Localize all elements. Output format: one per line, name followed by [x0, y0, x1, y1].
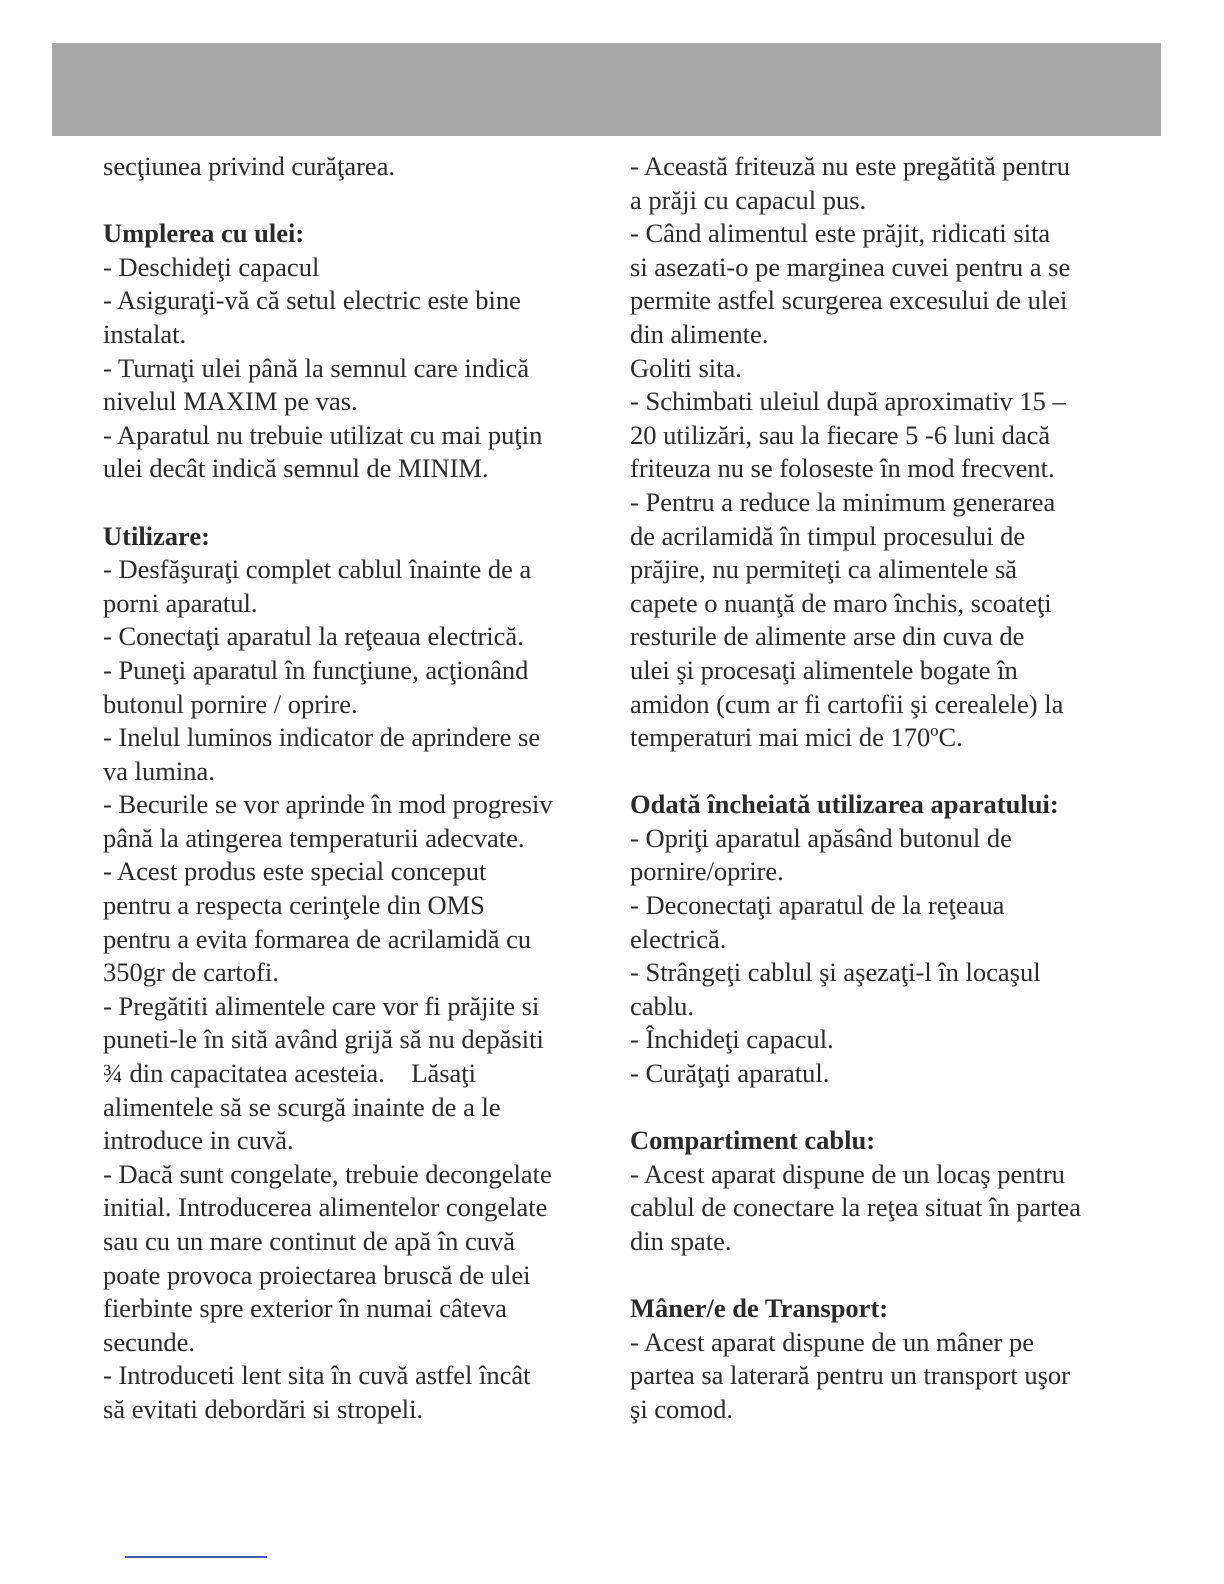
spacer	[103, 486, 593, 520]
text-line: electrică.	[630, 923, 727, 954]
text-line: si asezati-o pe marginea cuvei pentru a se	[630, 251, 1071, 282]
text-line: - Pentru a reduce la minimum generarea	[630, 486, 1056, 517]
text-line: - Acest aparat dispune de un locaş pentru	[630, 1158, 1065, 1189]
text-line: fierbinte spre exterior în numai câteva	[103, 1293, 507, 1324]
text-line: - Închideţi capacul.	[630, 1024, 834, 1055]
header-band	[52, 43, 1161, 136]
text-line: va lumina.	[103, 755, 215, 786]
text-line: pentru a evita formarea de acrilamidă cu	[103, 923, 532, 954]
text-line: şi comod.	[630, 1393, 734, 1424]
text-line: - Turnaţi ulei până la semnul care indică	[103, 352, 530, 383]
left-column	[103, 150, 593, 1427]
spacer	[630, 1091, 1120, 1125]
text-line: - Becurile se vor aprinde în mod progresiv	[103, 789, 553, 820]
after-use-heading: Odată încheiată utilizarea aparatului:	[630, 789, 1059, 820]
text-line: 20 utilizări, sau la fiecare 5 -6 luni dacă	[630, 419, 1051, 450]
filling-heading: Umplerea cu ulei:	[103, 218, 305, 249]
handles-section	[630, 1326, 1120, 1427]
text-line: - Pregătiti alimentele care vor fi prăjite si	[103, 990, 540, 1021]
after-use-section	[630, 822, 1120, 1091]
text-line: de acrilamidă în timpul procesului de	[630, 520, 1026, 551]
text-line: prăjire, nu permiteţi ca alimentele să	[630, 554, 1018, 585]
text-line: din spate.	[630, 1226, 732, 1256]
text-line: - Când alimentul este prăjit, ridicati sita	[630, 218, 1051, 249]
text-line: initial. Introducerea alimentelor congelate	[103, 1192, 548, 1223]
cable-compartment-section	[630, 1158, 1120, 1259]
text-line: - Strângeţi cablul şi aşezaţi-l în locaşul	[630, 957, 1041, 988]
text-line: - Acest produs este special conceput	[103, 856, 487, 887]
text-line: - Inelul luminos indicator de aprindere se	[103, 722, 541, 753]
text-line: nivelul MAXIM pe vas.	[103, 386, 358, 417]
text-line: secunde.	[103, 1326, 195, 1357]
text-line: ulei şi procesaţi alimentele bogate în	[630, 654, 1018, 685]
text-line: - Introduceti lent sita în cuvă astfel încât	[103, 1360, 531, 1391]
text-line: partea sa laterară pentru un transport uşor	[630, 1360, 1071, 1391]
text-line: - Aparatul nu trebuie utilizat cu mai puţin	[103, 419, 543, 450]
text-line: - Dacă sunt congelate, trebuie decongelate	[103, 1158, 552, 1189]
text-line: - Puneţi aparatul în funcţiune, acţionând	[103, 654, 529, 685]
intro-tail-text: secţiunea privind curăţarea.	[103, 151, 396, 181]
text-line: - Desfăşuraţi complet cablul înainte de a	[103, 554, 532, 585]
text-line: sau cu un mare continut de apă în cuvă	[103, 1226, 516, 1256]
spacer	[630, 755, 1120, 789]
text-line: permite astfel scurgerea excesului de ulei	[630, 285, 1068, 316]
text-line: - Curăţaţi aparatul.	[630, 1058, 830, 1089]
filling-section	[103, 251, 593, 486]
text-line: - Acest aparat dispune de un mâner pe	[630, 1326, 1034, 1357]
text-line: din alimente.	[630, 318, 769, 349]
text-line: porni aparatul.	[103, 587, 258, 618]
text-line: - Conectaţi aparatul la reţeaua electrică.	[103, 621, 524, 652]
text-line: ulei decât indică semnul de MINIM.	[103, 453, 489, 484]
text-line: puneti-le în sită având grijă să nu depăsiti	[103, 1024, 544, 1055]
text-line: pentru a respecta cerinţele din OMS	[103, 890, 485, 921]
text-line: cablul de conectare la reţea situat în partea	[630, 1192, 1081, 1223]
spacer	[103, 184, 593, 218]
text-line: - Asiguraţi-vă că setul electric este bine	[103, 285, 521, 316]
text-line: resturile de alimente arse din cuva de	[630, 621, 1025, 652]
text-line: alimentele să se scurgă inainte de a le	[103, 1091, 501, 1122]
text-line: friteuza nu se foloseste în mod frecvent.	[630, 453, 1055, 484]
text-line: introduce in cuvă.	[103, 1125, 294, 1156]
text-line: a prăji cu capacul pus.	[630, 184, 867, 215]
text-line: pornire/oprire.	[630, 856, 784, 887]
text-line: ¾ din capacitatea acesteia. Lăsaţi	[103, 1058, 477, 1089]
right-column	[630, 150, 1120, 1427]
text-line: butonul pornire / oprire.	[103, 688, 358, 719]
text-line: capete o nuanţă de maro închis, scoateţi	[630, 587, 1052, 618]
text-line: - Deschideţi capacul	[103, 251, 320, 282]
usage-continued-section	[630, 150, 1120, 755]
cable-compartment-heading: Compartiment cablu:	[630, 1125, 876, 1156]
text-line: 350gr de cartofi.	[103, 957, 279, 988]
text-line: amidon (cum ar fi cartofii şi cerealele) la	[630, 688, 1064, 719]
usage-section	[103, 553, 593, 1426]
text-line: să evitati debordări si stropeli.	[103, 1393, 424, 1424]
text-line: Goliti sita.	[630, 352, 742, 383]
text-line: - Această friteuză nu este pregătită pentru	[630, 151, 1070, 181]
text-line: - Opriţi aparatul apăsând butonul de	[630, 822, 1012, 853]
text-line: temperaturi mai mici de 170ºC.	[630, 722, 963, 753]
text-line: poate provoca proiectarea bruscă de ulei	[103, 1259, 531, 1290]
text-line: - Deconectaţi aparatul de la reţeaua	[630, 890, 1005, 921]
text-line: instalat.	[103, 318, 187, 349]
handles-heading: Mâner/e de Transport:	[630, 1293, 889, 1324]
usage-heading: Utilizare:	[103, 520, 210, 551]
text-line: până la atingerea temperaturii adecvate.	[103, 822, 525, 853]
text-line: - Schimbati uleiul după aproximativ 15 –	[630, 386, 1066, 417]
footer-rule	[125, 1556, 267, 1558]
spacer	[630, 1259, 1120, 1293]
text-line: cablu.	[630, 990, 695, 1021]
